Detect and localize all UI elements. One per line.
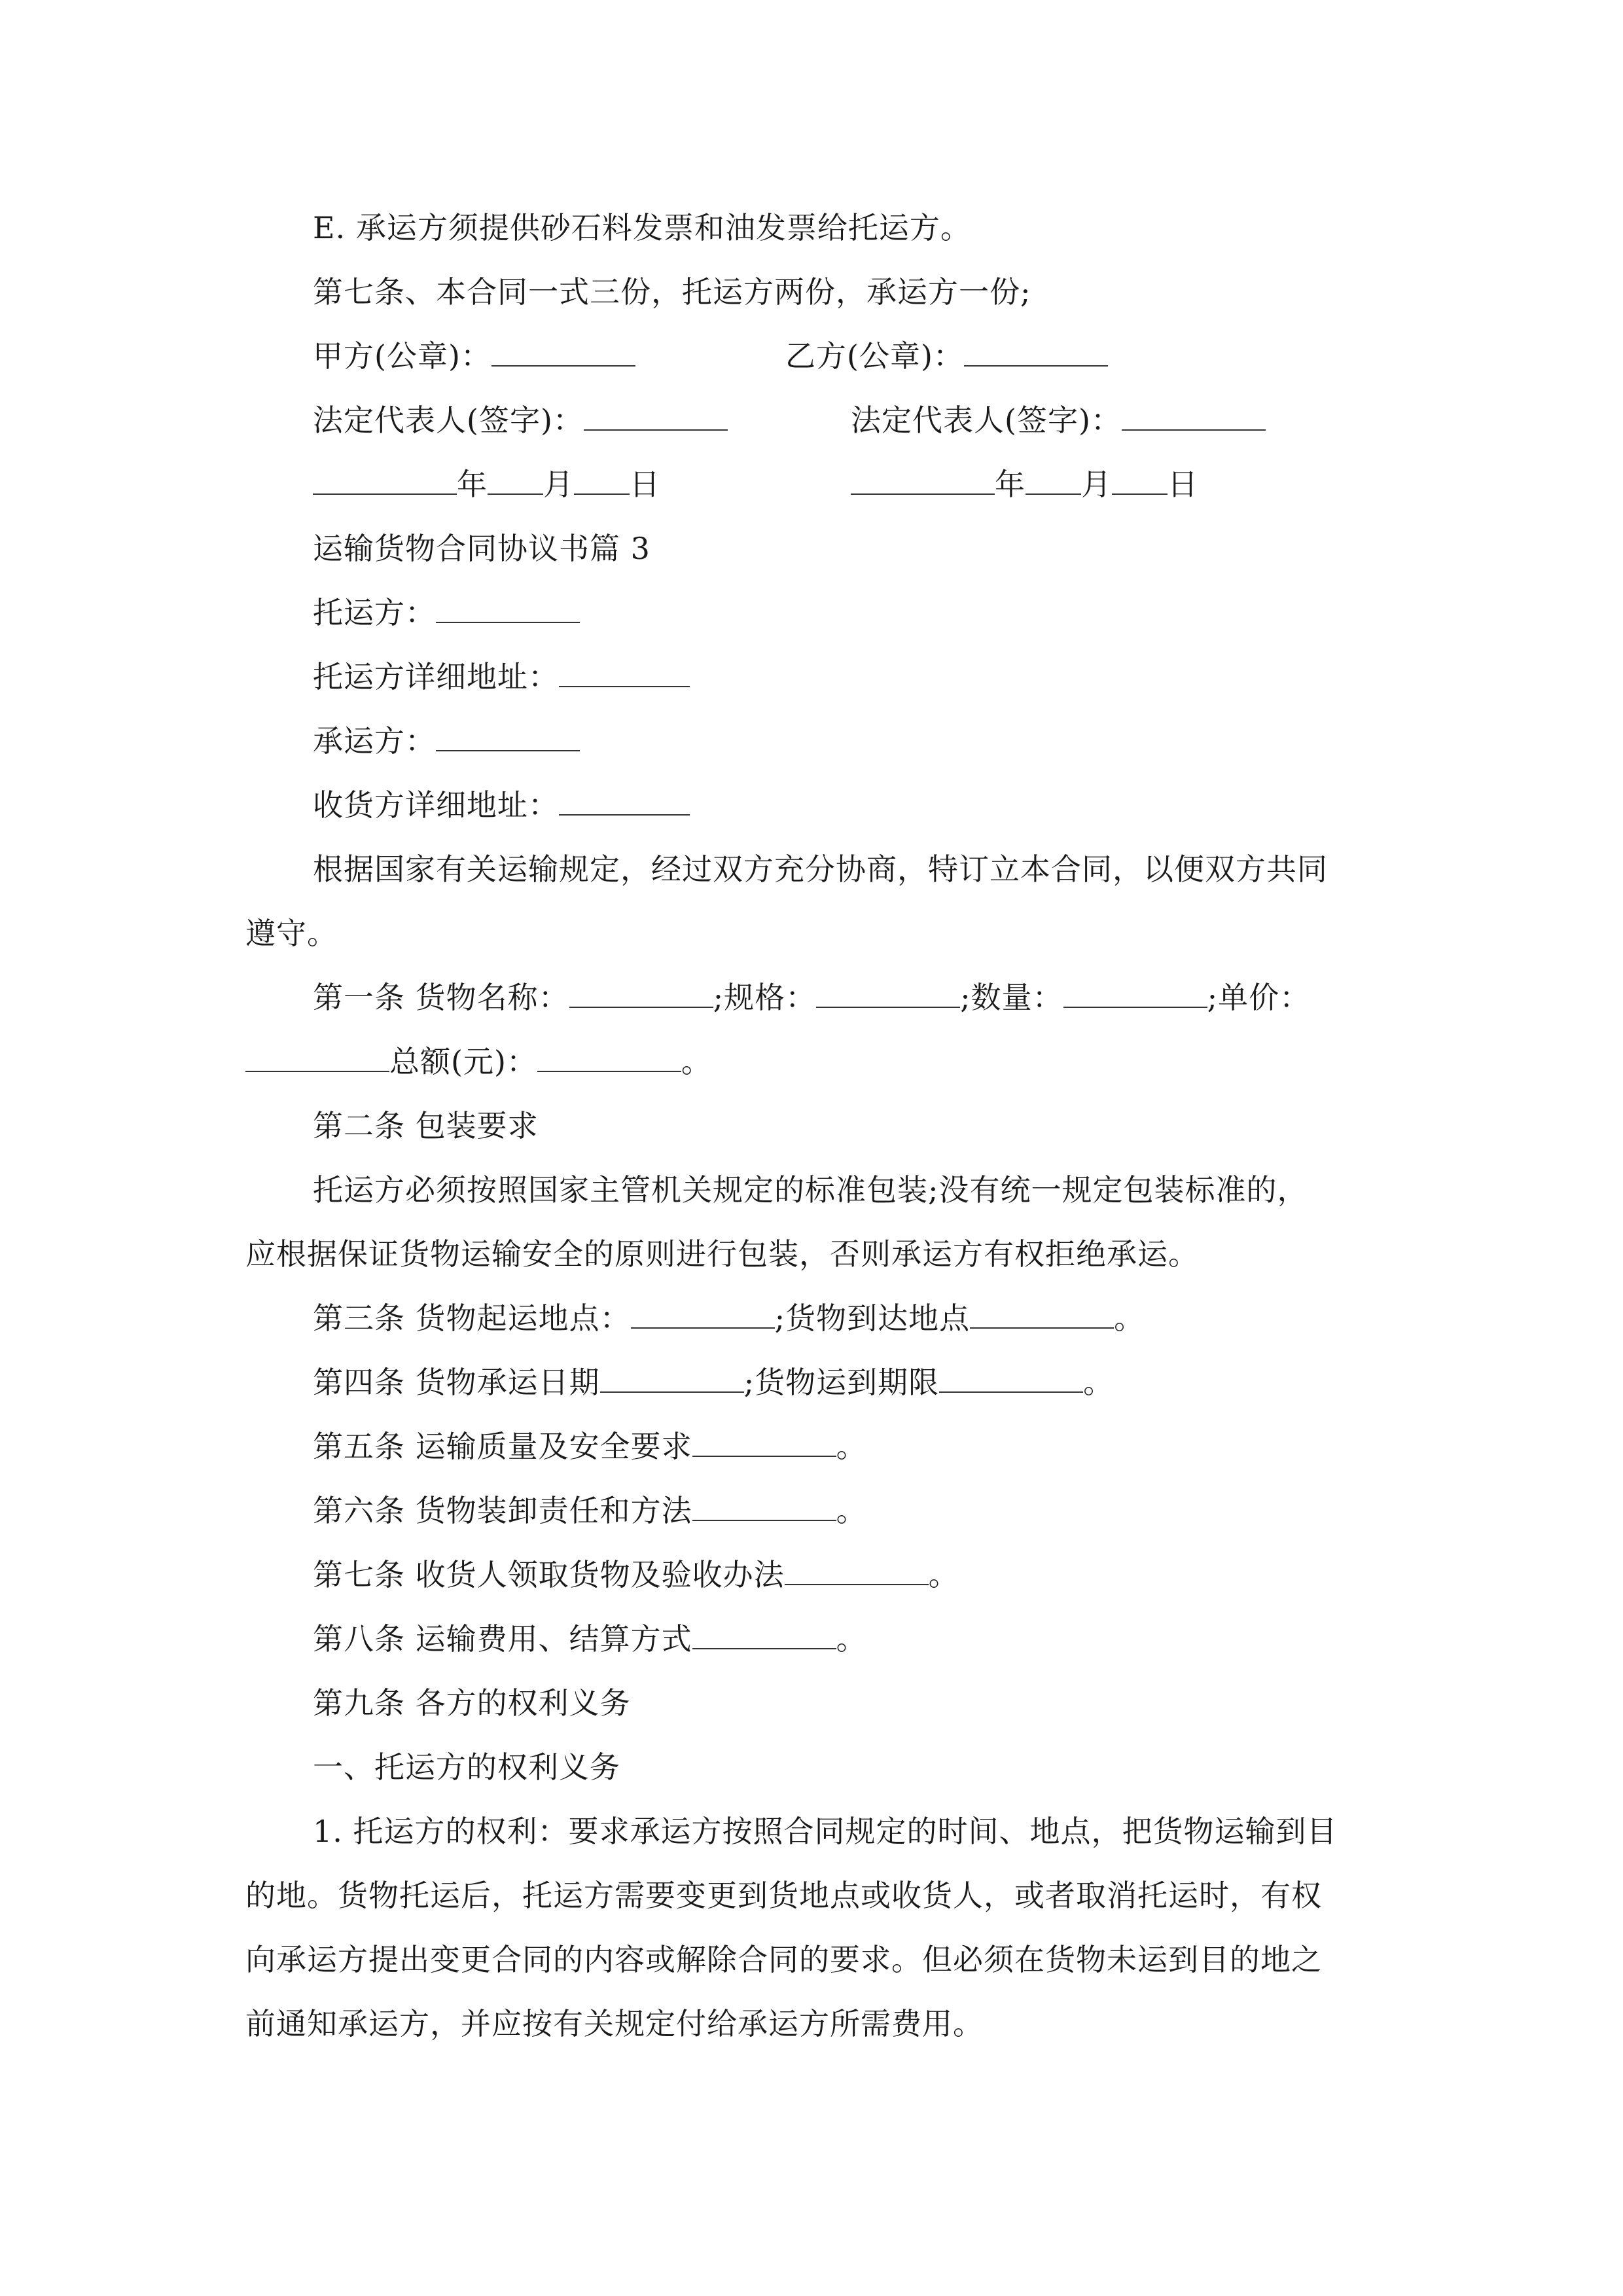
shipper-row [313, 593, 580, 632]
article-4-date-label: 第四条 货物承运日期 [313, 1365, 600, 1400]
deadline-blank[interactable] [939, 1363, 1083, 1393]
party-b-seal-label: 乙方(公章)： [785, 338, 964, 374]
acceptance-blank[interactable] [785, 1555, 929, 1585]
goods-name-blank[interactable] [569, 978, 713, 1008]
date-a-month-blank[interactable] [488, 465, 543, 495]
period-mark: 。 [681, 1044, 712, 1079]
date-a-row [313, 465, 660, 504]
party-b-seal-blank[interactable] [964, 336, 1108, 367]
rep-a-row [313, 401, 728, 440]
article-8-row [313, 1619, 867, 1659]
destination-blank[interactable] [970, 1299, 1114, 1329]
clause-e-text: E. 承运方须提供砂石料发票和油发票给托运方。 [313, 210, 971, 245]
quality-blank[interactable] [692, 1427, 836, 1457]
date-b-month-label: 月 [1081, 467, 1112, 502]
article-5-row [313, 1427, 867, 1466]
para-1-line-3: 向承运方提出变更合同的内容或解除合同的要求。但必须在货物未运到目的地之 [245, 1942, 1322, 1977]
date-a-year-blank[interactable] [313, 465, 457, 495]
article-7-label: 第七条 收货人领取货物及验收办法 [313, 1557, 785, 1592]
settlement-blank[interactable] [692, 1619, 836, 1649]
period-mark: 。 [1114, 1300, 1145, 1336]
date-b-day-blank[interactable] [1112, 465, 1168, 495]
date-a-day-label: 日 [630, 467, 660, 502]
period-mark: 。 [836, 1621, 867, 1657]
article-3-dest-label: ;货物到达地点 [774, 1300, 971, 1336]
party-a-seal-blank[interactable] [491, 336, 635, 367]
article-6-row [313, 1491, 867, 1530]
article-3-origin-label: 第三条 货物起运地点： [313, 1300, 631, 1336]
total-amount-blank[interactable] [537, 1042, 681, 1072]
intro-line-2: 遵守。 [245, 916, 338, 951]
article-1-total-row [245, 1042, 712, 1081]
date-a-month-label: 月 [543, 467, 574, 502]
article-4-deadline-label: ;货物运到期限 [743, 1365, 940, 1400]
article-1-price-label: ;单价： [1207, 980, 1311, 1015]
article-4-row [313, 1363, 1114, 1402]
date-b-year-blank[interactable] [851, 465, 995, 495]
ship-date-blank[interactable] [600, 1363, 744, 1393]
intro-line-1: 根据国家有关运输规定，经过双方充分协商，特订立本合同，以便双方共同 [313, 852, 1328, 887]
date-a-year-label: 年 [457, 467, 488, 502]
loading-blank[interactable] [692, 1491, 836, 1521]
shipper-label: 托运方： [313, 595, 436, 630]
carrier-label: 承运方： [313, 723, 436, 759]
shipper-address-label: 托运方详细地址： [313, 659, 559, 694]
section-1-heading: 一、托运方的权利义务 [313, 1749, 620, 1785]
article-7-row [313, 1555, 959, 1594]
para-1-line-2: 的地。货物托运后，托运方需要变更到货地点或收货人，或者取消托运时，有权 [245, 1878, 1322, 1913]
consignee-address-row [313, 785, 690, 825]
rep-b-row [851, 401, 1266, 440]
party-a-seal-row [313, 336, 635, 376]
spec-blank[interactable] [816, 978, 960, 1008]
consignee-address-blank[interactable] [559, 785, 690, 816]
carrier-row [313, 721, 580, 761]
para-1-line-1: 1. 托运方的权利：要求承运方按照合同规定的时间、地点，把货物运输到目 [313, 1814, 1338, 1849]
rep-b-blank[interactable] [1122, 401, 1266, 431]
article-2-heading: 第二条 包装要求 [313, 1108, 539, 1143]
period-mark: 。 [1083, 1365, 1115, 1400]
period-mark: 。 [836, 1493, 867, 1528]
date-a-day-blank[interactable] [574, 465, 630, 495]
party-a-seal-label: 甲方(公章)： [313, 338, 491, 374]
article-2-para-line-2: 应根据保证货物运输安全的原则进行包装，否则承运方有权拒绝承运。 [245, 1236, 1199, 1272]
article-3-row [313, 1299, 1145, 1338]
quantity-blank[interactable] [1063, 978, 1207, 1008]
period-mark: 。 [836, 1429, 867, 1464]
origin-blank[interactable] [631, 1299, 775, 1329]
carrier-blank[interactable] [436, 721, 580, 751]
section-title: 运输货物合同协议书篇 3 [313, 531, 651, 566]
shipper-blank[interactable] [436, 593, 580, 623]
date-b-month-blank[interactable] [1026, 465, 1081, 495]
party-b-seal-row [785, 336, 1108, 376]
rep-a-blank[interactable] [584, 401, 728, 431]
date-b-day-label: 日 [1168, 467, 1198, 502]
article-6-label: 第六条 货物装卸责任和方法 [313, 1493, 692, 1528]
article-1-spec-label: ;规格： [713, 980, 817, 1015]
article-1-qty-label: ;数量： [960, 980, 1063, 1015]
article-1-total-label: 总额(元)： [389, 1044, 537, 1079]
shipper-address-row [313, 657, 690, 696]
article-1-goods-label: 第一条 货物名称： [313, 980, 569, 1015]
article-9-heading: 第九条 各方的权利义务 [313, 1685, 631, 1721]
article-7-copies-text: 第七条、本合同一式三份，托运方两份，承运方一份; [313, 274, 1031, 310]
article-8-label: 第八条 运输费用、结算方式 [313, 1621, 692, 1657]
period-mark: 。 [928, 1557, 959, 1592]
rep-b-label: 法定代表人(签字)： [851, 403, 1122, 438]
article-2-para-line-1: 托运方必须按照国家主管机关规定的标准包装;没有统一规定包装标准的， [313, 1172, 1308, 1208]
shipper-address-blank[interactable] [559, 657, 690, 687]
rep-a-label: 法定代表人(签字)： [313, 403, 584, 438]
article-1-row [313, 978, 1310, 1017]
consignee-address-label: 收货方详细地址： [313, 787, 559, 823]
article-5-label: 第五条 运输质量及安全要求 [313, 1429, 692, 1464]
unit-price-blank[interactable] [245, 1042, 389, 1072]
date-b-row [851, 465, 1198, 504]
para-1-line-4: 前通知承运方，并应按有关规定付给承运方所需费用。 [245, 2006, 984, 2041]
date-b-year-label: 年 [995, 467, 1026, 502]
